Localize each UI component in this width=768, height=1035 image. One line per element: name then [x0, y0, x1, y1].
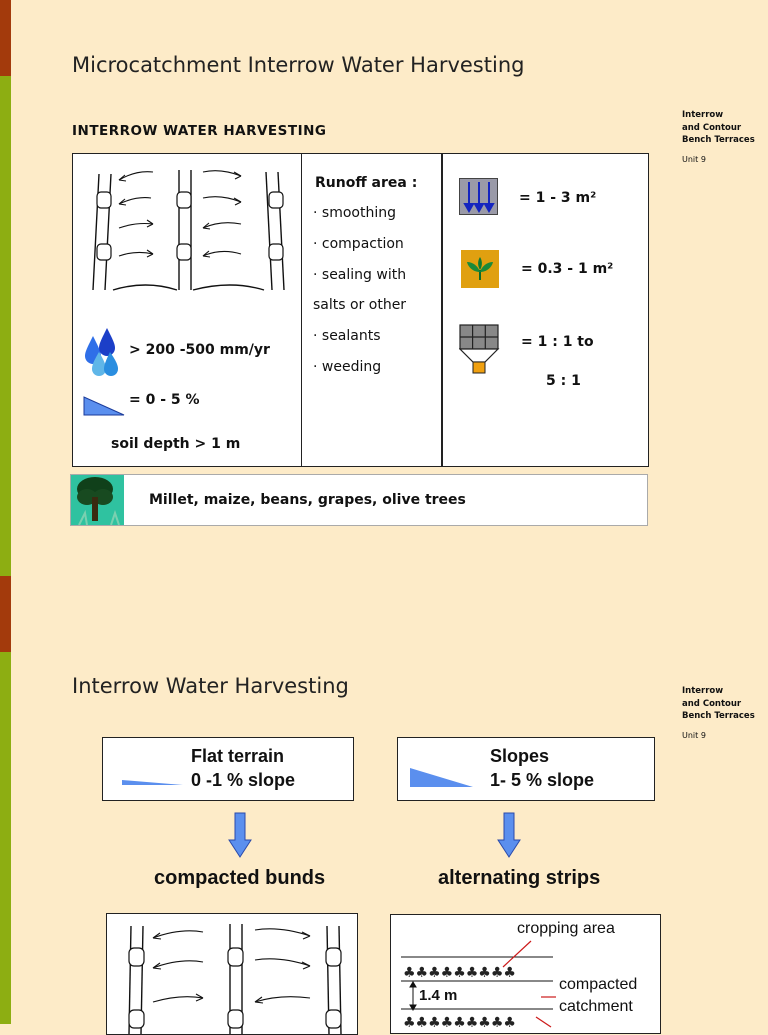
plant-icon	[461, 250, 499, 288]
catchment-area-value: = 1 - 3 m²	[519, 190, 597, 206]
slide2-side-note	[682, 685, 755, 723]
table-divider	[301, 154, 302, 466]
soil-depth: soil depth > 1 m	[111, 436, 241, 452]
runoff-item: · compaction	[313, 236, 404, 252]
alternating-strips-label: alternating strips	[438, 867, 601, 889]
compacted-bunds-label: compacted bunds	[154, 867, 326, 889]
steep-slope-icon	[409, 766, 475, 788]
interrow-bunds-illustration	[91, 162, 301, 292]
slide2-unit: Unit 9	[682, 731, 706, 740]
side-note-line: Interrow	[682, 686, 724, 696]
strip-width-label: 1.4 m	[419, 987, 458, 1004]
side-note-line: and Contour	[682, 122, 742, 133]
left-stripe-brown-2	[0, 576, 11, 652]
slide1-title: Microcatchment Interrow Water Harvesting	[72, 53, 525, 77]
alternating-strips-diagram	[390, 914, 661, 1034]
side-note-line: Interrow	[682, 110, 724, 120]
flat-slope-icon	[121, 772, 185, 786]
crops-row	[70, 474, 648, 526]
side-note-line: Bench Terraces	[682, 135, 755, 145]
compacted-label: compacted	[559, 976, 638, 993]
svg-text:♣♣♣♣♣♣♣♣♣: ♣♣♣♣♣♣♣♣♣	[403, 1015, 516, 1031]
runoff-arrows-icon	[459, 178, 499, 216]
slopes-box	[397, 737, 655, 801]
side-note-line: Bench Terraces	[682, 711, 755, 721]
left-stripe-green-2	[0, 652, 11, 1024]
runoff-heading: Runoff area :	[315, 175, 418, 191]
slopes-slope: 1- 5 % slope	[490, 770, 595, 790]
svg-text:♣♣♣♣♣♣♣♣♣: ♣♣♣♣♣♣♣♣♣	[403, 965, 516, 981]
bunds-sketch	[115, 918, 350, 1034]
slide1-unit: Unit 9	[682, 155, 706, 164]
runoff-item: · weeding	[313, 359, 382, 375]
slide1-subtitle: INTERROW WATER HARVESTING	[72, 123, 327, 139]
runoff-item: salts or other	[313, 297, 407, 313]
rain-drops-icon	[83, 326, 121, 378]
runoff-item: · smoothing	[313, 205, 396, 221]
tree-icon	[71, 475, 124, 525]
flat-terrain-slope: 0 -1 % slope	[191, 770, 296, 790]
summary-table	[72, 153, 649, 467]
down-arrow-icon	[228, 812, 252, 858]
slope-icon	[83, 396, 125, 416]
rainfall-value: > 200 -500 mm/yr	[129, 342, 270, 358]
catchment-label: catchment	[559, 998, 633, 1015]
cropping-area-label: cropping area	[517, 920, 615, 937]
table-divider	[441, 154, 443, 466]
flat-terrain-label: Flat terrain	[191, 746, 285, 766]
cropping-area-value: = 0.3 - 1 m²	[521, 261, 614, 277]
slide2-title: Interrow Water Harvesting	[72, 674, 349, 698]
down-arrow-icon	[497, 812, 521, 858]
compacted-bunds-diagram	[106, 913, 358, 1035]
crops-list: Millet, maize, beans, grapes, olive trees	[149, 492, 466, 508]
flat-terrain-box	[102, 737, 354, 801]
slide1-side-note	[682, 109, 755, 147]
ratio-line-2: 5 : 1	[546, 373, 581, 389]
strips-sketch	[391, 915, 660, 1033]
ratio-line-1: = 1 : 1 to	[521, 334, 594, 350]
slopes-label: Slopes	[490, 746, 550, 766]
left-stripe-brown	[0, 0, 11, 76]
left-stripe-green	[0, 76, 11, 576]
runoff-item: · sealing with	[313, 267, 407, 283]
slope-value: = 0 - 5 %	[129, 392, 200, 408]
runoff-item: · sealants	[313, 328, 381, 344]
ratio-funnel-icon	[459, 324, 501, 378]
side-note-line: and Contour	[682, 698, 742, 709]
